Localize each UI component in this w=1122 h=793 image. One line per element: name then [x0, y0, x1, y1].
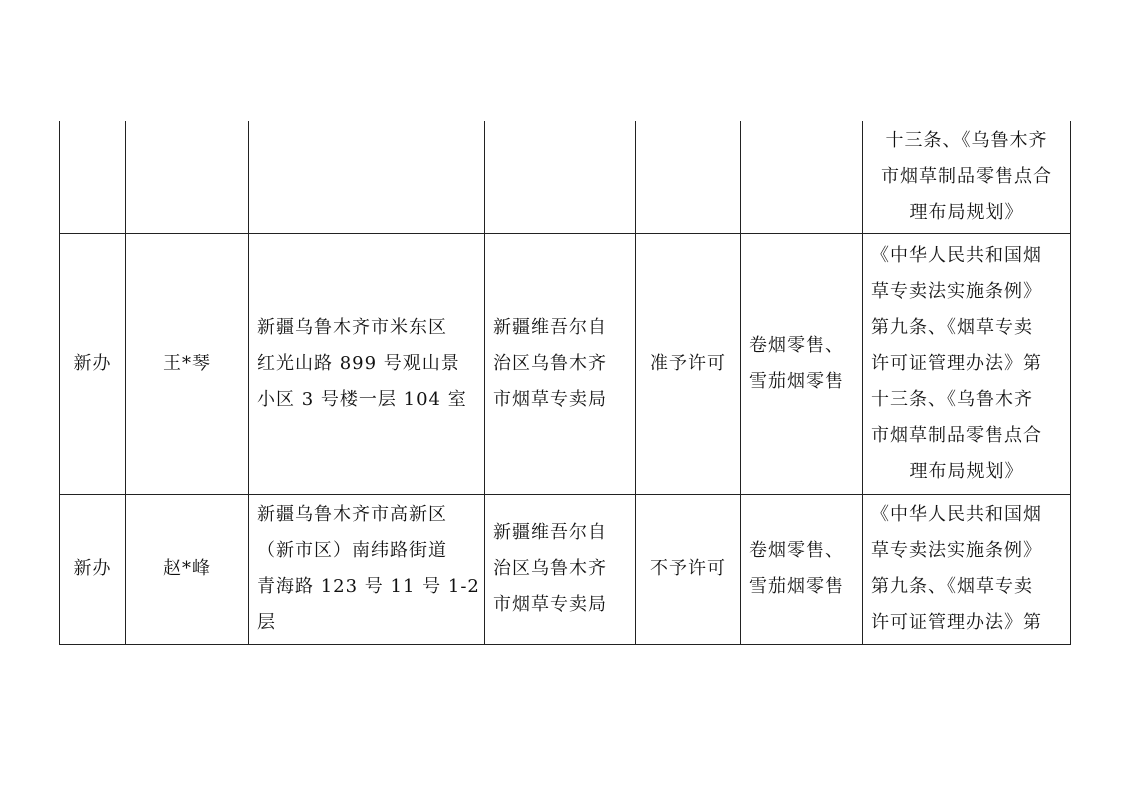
basis-line: 十三条、《乌鲁木齐	[871, 388, 1033, 410]
address-cell	[249, 233, 485, 494]
basis-line: 十三条、《乌鲁木齐	[885, 129, 1048, 151]
authority-cell	[485, 494, 636, 644]
address-line: 新疆乌鲁木齐市高新区	[257, 504, 447, 525]
address-line: （新市区）南纬路街道	[257, 540, 447, 561]
type-cell: 新办	[60, 494, 126, 644]
scope-line: 卷烟零售、	[749, 540, 844, 561]
name-cell: 赵*峰	[126, 494, 249, 644]
decision-cell: 准予许可	[636, 233, 741, 494]
scope-line: 卷烟零售、	[749, 334, 844, 356]
address-line: 小区 3 号楼一层 104 室	[257, 388, 467, 410]
authority-cell	[485, 233, 636, 494]
table-row	[60, 121, 1071, 233]
basis-line: 《中华人民共和国烟	[871, 244, 1042, 266]
address-line: 层	[257, 612, 276, 633]
basis-line: 理布局规划》	[909, 201, 1024, 223]
basis-line: 许可证管理办法》第	[871, 612, 1042, 633]
scope-cell	[741, 121, 863, 233]
authority-line: 治区乌鲁木齐	[493, 558, 607, 579]
basis-line: 许可证管理办法》第	[871, 352, 1042, 374]
basis-line: 草专卖法实施条例》	[871, 280, 1042, 302]
authority-cell	[485, 121, 636, 233]
type-cell	[60, 121, 126, 233]
address-cell	[249, 121, 485, 233]
address-line: 新疆乌鲁木齐市米东区	[257, 316, 447, 338]
basis-line: 市烟草制品零售点合	[881, 165, 1052, 187]
permit-table	[59, 121, 1071, 645]
authority-line: 治区乌鲁木齐	[493, 352, 607, 374]
decision-cell: 不予许可	[636, 494, 741, 644]
authority-line: 市烟草专卖局	[493, 594, 607, 615]
basis-line: 市烟草制品零售点合	[871, 424, 1042, 446]
basis-line: 《中华人民共和国烟	[871, 504, 1042, 525]
type-cell: 新办	[60, 233, 126, 494]
address-line: 青海路 123 号 11 号 1-2	[257, 576, 480, 597]
authority-line: 新疆维吾尔自	[493, 316, 607, 338]
table-row	[60, 494, 1071, 644]
basis-line: 理布局规划》	[909, 460, 1024, 482]
basis-line: 第九条、《烟草专卖	[871, 316, 1033, 338]
basis-cell	[863, 233, 1071, 494]
name-cell: 王*琴	[126, 233, 249, 494]
address-cell	[249, 494, 485, 644]
scope-cell	[741, 494, 863, 644]
scope-line: 雪茄烟零售	[749, 370, 844, 392]
name-cell	[126, 121, 249, 233]
scope-cell	[741, 233, 863, 494]
basis-line: 草专卖法实施条例》	[871, 540, 1042, 561]
table-row	[60, 233, 1071, 494]
decision-cell	[636, 121, 741, 233]
basis-cell	[863, 494, 1071, 644]
basis-line: 第九条、《烟草专卖	[871, 576, 1033, 597]
authority-line: 新疆维吾尔自	[493, 522, 607, 543]
authority-line: 市烟草专卖局	[493, 388, 607, 410]
address-line: 红光山路 899 号观山景	[257, 352, 460, 374]
basis-cell	[863, 121, 1071, 233]
scope-line: 雪茄烟零售	[749, 576, 844, 597]
